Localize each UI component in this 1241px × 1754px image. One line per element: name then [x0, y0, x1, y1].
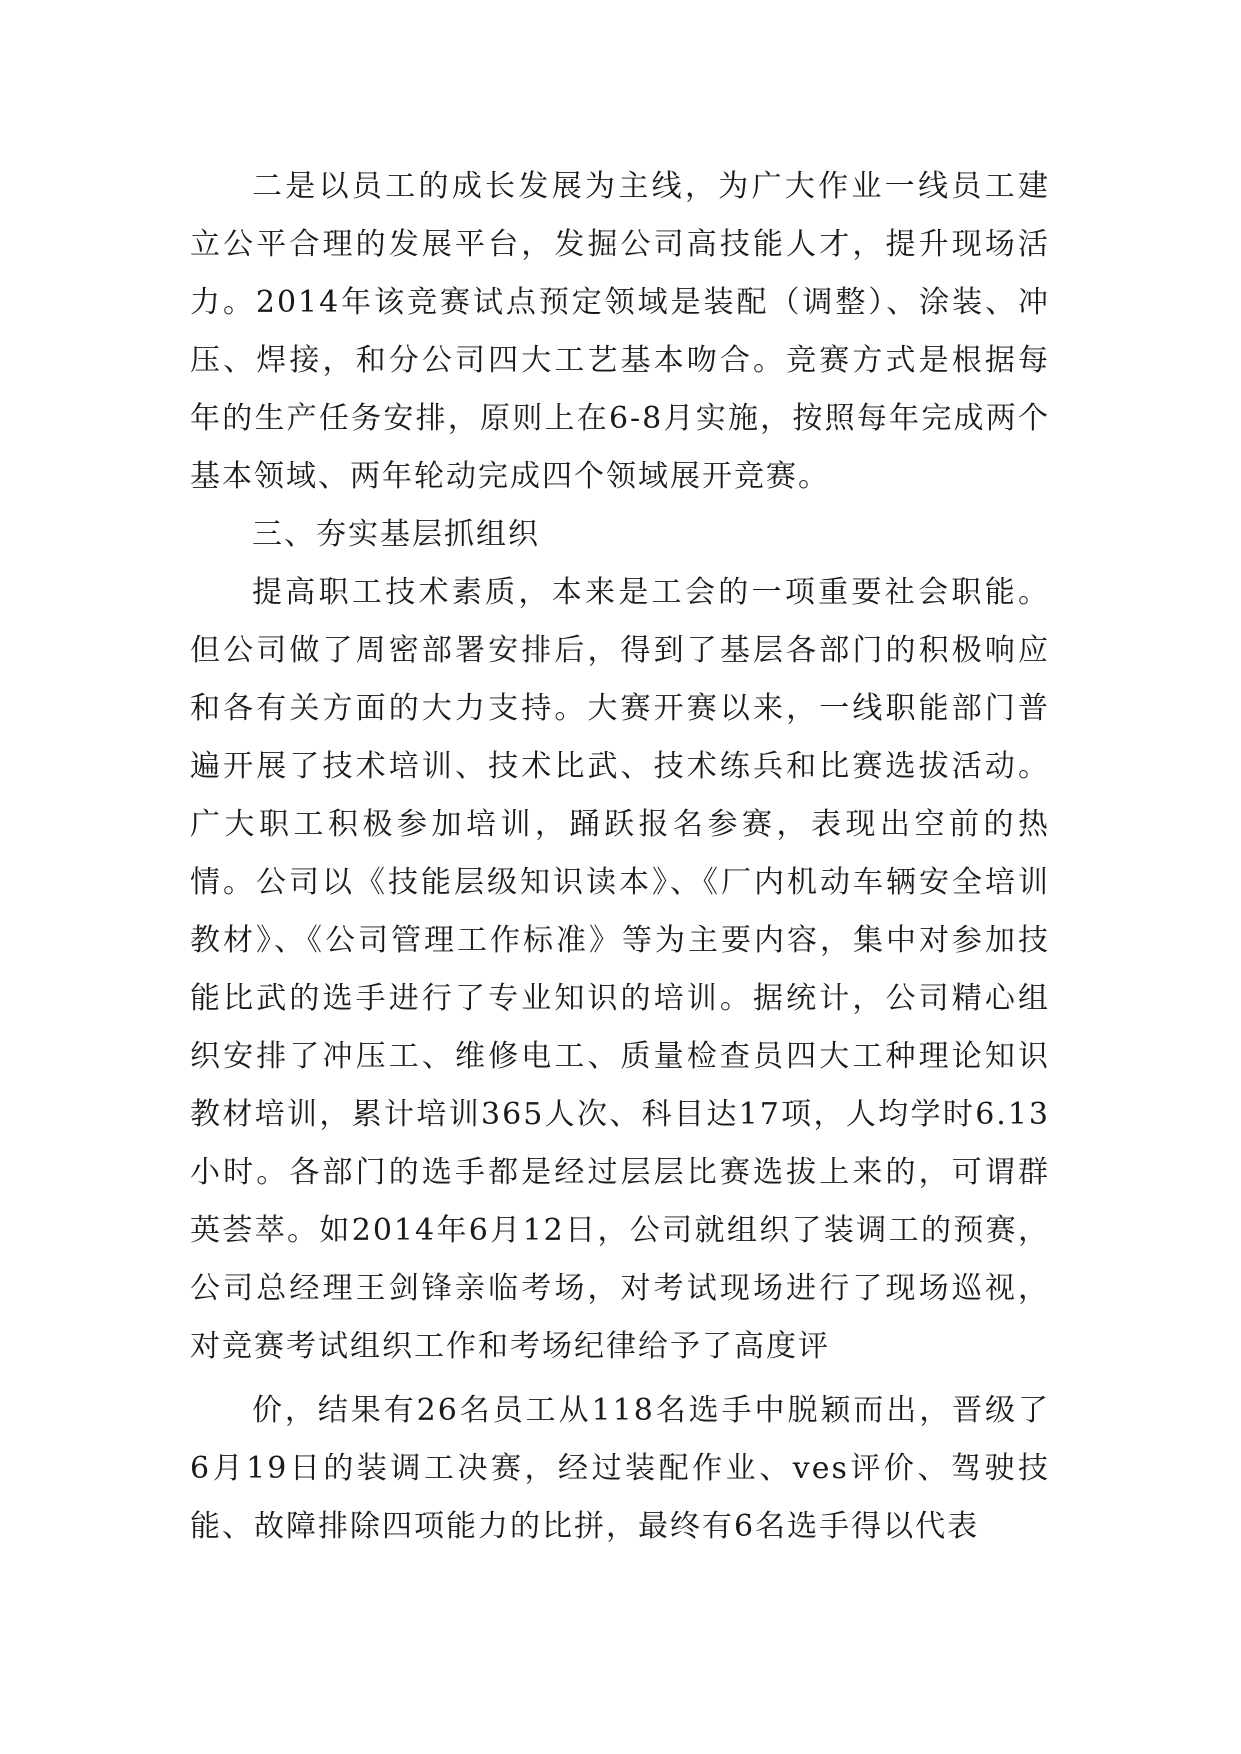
section-heading-grassroots: 三、夯实基层抓组织 [252, 517, 540, 552]
paragraph-employee-growth: 二是以员工的成长发展为主线，为广大作业一线员工建立公平合理的发展平台，发掘公司高技能人才，提升现场活力。2014年该竞赛试点预定领域是装配（调整）、涂装、冲压、焊接，和分公司四大工艺基本吻合。竞赛方式是根据每年的生产任务安排，原则上在6-8月实施，按照每年完成两个基本领域、两年轮动完成四个领域展开竞赛。 [190, 169, 1050, 494]
paragraph-competition-results: 价，结果有26名员工从118名选手中脱颖而出，晋级了6月19日的装调工决赛，经过装配作业、ves评价、驾驶技能、故障排除四项能力的比拼，最终有6名选手得以代表 [190, 1393, 1050, 1544]
document-body [190, 158, 1050, 1556]
paragraph-technical-training: 提高职工技术素质，本来是工会的一项重要社会职能。但公司做了周密部署安排后，得到了基层各部门的积极响应和各有关方面的大力支持。大赛开赛以来，一线职能部门普遍开展了技术培训、技术比武、技术练兵和比赛选拔活动。广大职工积极参加培训，踊跃报名参赛，表现出空前的热情。公司以《技能层级知识读本》、《厂内机动车辆安全培训教材》、《公司管理工作标准》等为主要内容，集中对参加技能比武的选手进行了专业知识的培训。据统计，公司精心组织安排了冲压工、维修电工、质量检查员四大工种理论知识教材培训，累计培训365人次、科目达17项，人均学时6.13小时。各部门的选手都是经过层层比赛选拔上来的，可谓群英荟萃。如2014年6月12日，公司就组织了装调工的预赛，公司总经理王剑锋亲临考场，对考试现场进行了现场巡视，对竞赛考试组织工作和考场纪律给予了高度评 [190, 575, 1050, 1364]
